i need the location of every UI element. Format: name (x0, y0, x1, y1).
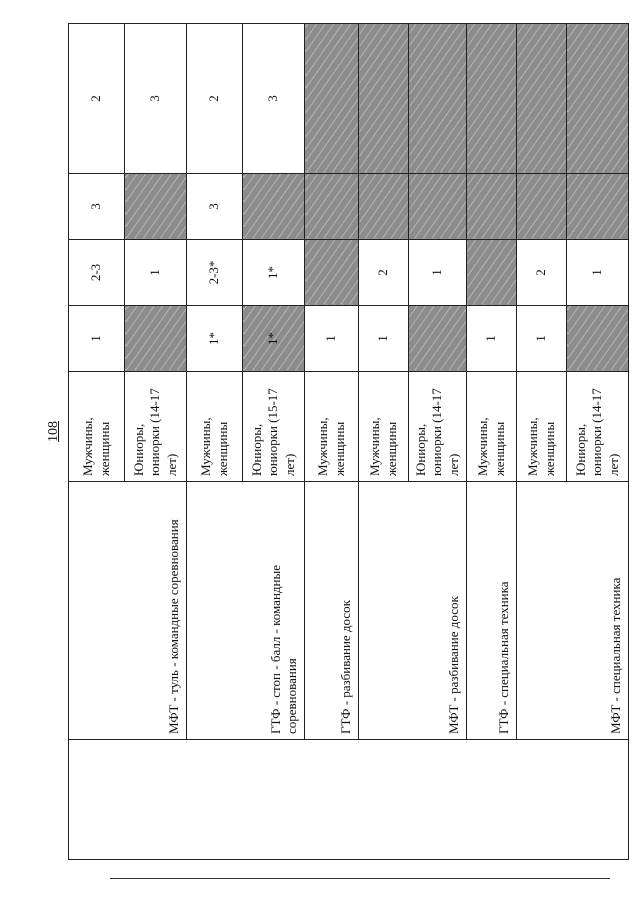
category-cell: Юниоры, юниорки (14-17 лет) (125, 372, 187, 482)
value-cell (467, 240, 517, 306)
value-cell (305, 240, 359, 306)
value-cell: 2-3* (187, 240, 243, 306)
value-cell (409, 24, 467, 174)
value-cell (567, 24, 629, 174)
page-bottom-rule (110, 878, 610, 879)
value-cell (567, 174, 629, 240)
value-cell: 1* (243, 306, 305, 372)
value-cell: 2 (517, 240, 567, 306)
value-cell (409, 174, 467, 240)
category-cell: Мужчины, женщины (517, 372, 567, 482)
empty-first-column (69, 740, 629, 860)
category-cell: Мужчины, женщины (467, 372, 517, 482)
value-cell: 1 (467, 306, 517, 372)
page-number: 108 (46, 421, 61, 442)
category-cell: Мужчины, женщины (187, 372, 243, 482)
value-cell (567, 306, 629, 372)
value-cell: 1* (187, 306, 243, 372)
value-cell: 1 (517, 306, 567, 372)
value-cell (125, 174, 187, 240)
category-cell: Юниоры, юниорки (14-17 лет) (409, 372, 467, 482)
table-row (305, 24, 359, 860)
category-cell: Юниоры, юниорки (14-17 лет) (567, 372, 629, 482)
value-cell (359, 24, 409, 174)
value-cell (467, 174, 517, 240)
table-row (359, 24, 409, 860)
results-table (68, 23, 629, 860)
value-cell: 2 (69, 24, 125, 174)
value-cell: 3 (243, 24, 305, 174)
value-cell: 1 (359, 306, 409, 372)
value-cell: 1* (243, 240, 305, 306)
value-cell: 2 (359, 240, 409, 306)
table-row (69, 24, 125, 860)
value-cell (243, 174, 305, 240)
discipline-cell: МФТ - туль - командные соревнования (69, 482, 187, 740)
value-cell: 2-3 (69, 240, 125, 306)
table-row (517, 24, 567, 860)
discipline-cell: ГТФ - разбивание досок (305, 482, 359, 740)
value-cell: 1 (567, 240, 629, 306)
value-cell: 1 (69, 306, 125, 372)
category-cell: Мужчины, женщины (359, 372, 409, 482)
value-cell (125, 306, 187, 372)
value-cell (517, 24, 567, 174)
value-cell (467, 24, 517, 174)
value-cell (517, 174, 567, 240)
value-cell (305, 24, 359, 174)
category-cell: Мужчины, женщины (305, 372, 359, 482)
value-cell (359, 174, 409, 240)
value-cell: 3 (69, 174, 125, 240)
value-cell: 1 (125, 240, 187, 306)
value-cell (409, 306, 467, 372)
value-cell: 3 (187, 174, 243, 240)
value-cell: 1 (409, 240, 467, 306)
discipline-cell: МФТ - разбивание досок (359, 482, 467, 740)
table-row (467, 24, 517, 860)
value-cell: 2 (187, 24, 243, 174)
discipline-cell: ГТФ - специальная техника (467, 482, 517, 740)
category-cell: Мужчины, женщины (69, 372, 125, 482)
rotated-page (46, 24, 623, 860)
value-cell (305, 174, 359, 240)
discipline-cell: ГТФ - стоп - балл - командные соревнования (187, 482, 305, 740)
value-cell: 1 (305, 306, 359, 372)
category-cell: Юниоры, юниорки (15-17 лет) (243, 372, 305, 482)
table-row (187, 24, 243, 860)
value-cell: 3 (125, 24, 187, 174)
discipline-cell: МФТ - специальная техника (517, 482, 629, 740)
